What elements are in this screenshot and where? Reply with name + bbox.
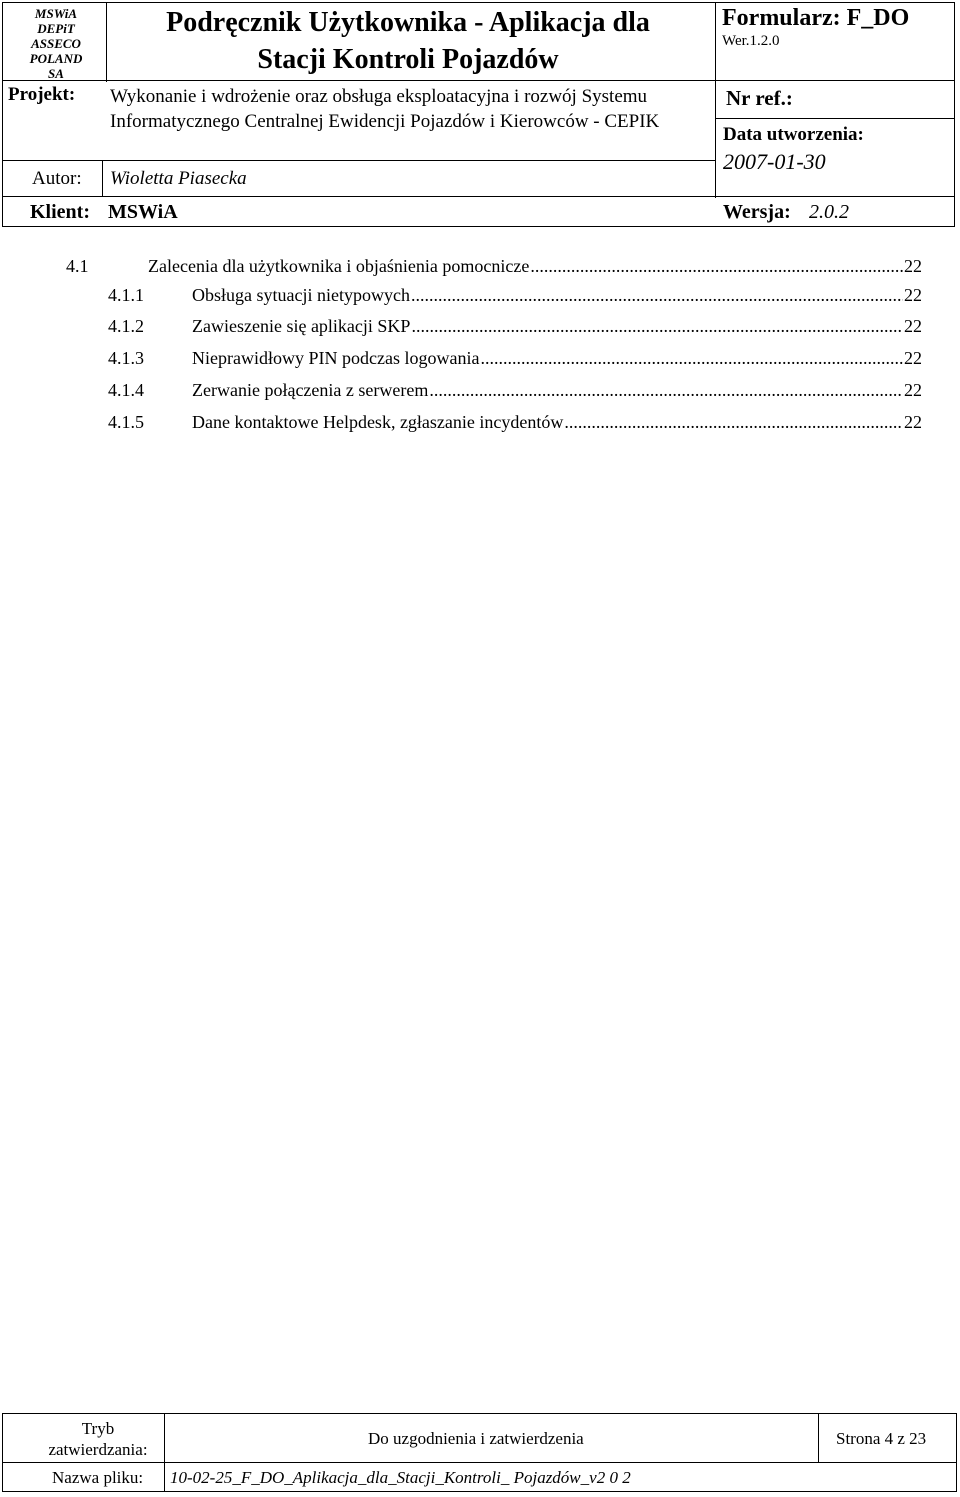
creation-date-label: Data utworzenia: — [723, 124, 864, 145]
header-divider — [106, 2, 107, 82]
author-label: Autor: — [32, 168, 82, 189]
toc-entry[interactable] — [108, 348, 922, 378]
header-divider — [715, 2, 716, 198]
header-rule — [2, 160, 715, 161]
header-rule — [2, 80, 955, 81]
toc-leader-dots — [480, 348, 903, 369]
logo-text: POLAND — [29, 51, 83, 66]
author-value: Wioletta Piasecka — [110, 168, 247, 189]
toc-entry[interactable] — [108, 285, 922, 315]
approval-status: Do uzgodnienia i zatwierdzenia — [368, 1429, 584, 1448]
footer-rule — [2, 1462, 957, 1463]
toc-entry-number: 4.1.2 — [108, 316, 144, 336]
form-version: Wer.1.2.0 — [722, 33, 780, 49]
creation-date-value: 2007-01-30 — [723, 149, 826, 174]
toc-leader-dots — [564, 412, 903, 433]
toc-entry[interactable] — [108, 316, 922, 346]
toc-entry-number: 4.1 — [66, 256, 89, 276]
file-name-label: Nazwa pliku: — [52, 1468, 144, 1487]
toc-entry-title: Zawieszenie się aplikacji SKP — [192, 316, 411, 336]
toc-entry-title: Zalecenia dla użytkownika i objaśnienia pomocnicze — [148, 256, 530, 276]
logo-text: MSWiA — [34, 6, 78, 21]
toc-entry-title: Zerwanie połączenia z serwerem — [192, 380, 429, 400]
header-divider — [102, 160, 103, 197]
form-code: Formularz: F_DO — [722, 5, 910, 31]
reference-label: Nr ref.: — [726, 86, 793, 110]
toc-leader-dots — [530, 256, 903, 277]
footer-divider — [164, 1413, 165, 1492]
toc-entry-title: Nieprawidłowy PIN podczas logowania — [192, 348, 480, 368]
project-label: Projekt: — [8, 84, 76, 105]
toc-entry-number: 4.1.5 — [108, 412, 144, 432]
document-footer — [0, 1410, 960, 1494]
document-header — [0, 0, 960, 229]
document-title-line: Stacji Kontroli Pojazdów — [257, 44, 559, 75]
toc-leader-dots — [411, 285, 903, 306]
toc-entry-number: 4.1.4 — [108, 380, 144, 400]
toc-leader-dots — [411, 316, 903, 337]
version-value: 2.0.2 — [809, 201, 849, 223]
toc-entry-page: 22 — [904, 285, 922, 305]
toc-entry[interactable] — [66, 256, 922, 286]
document-title-line: Podręcznik Użytkownika - Aplikacja dla — [166, 7, 650, 38]
toc-entry-page: 22 — [904, 316, 922, 336]
organization-logo — [6, 6, 106, 81]
file-name-value: 10-02-25_F_DO_Aplikacja_dla_Stacji_Kontroli_ Pojazdów_v2 0 2 — [170, 1468, 631, 1487]
client-label: Klient: — [30, 201, 90, 223]
client-value: MSWiA — [108, 201, 178, 223]
toc-entry-number: 4.1.3 — [108, 348, 144, 368]
toc-leader-dots — [429, 380, 903, 401]
logo-text: DEPiT — [37, 21, 75, 36]
toc-entry-page: 22 — [904, 380, 922, 400]
toc-entry-page: 22 — [904, 348, 922, 368]
toc-entry[interactable] — [108, 412, 922, 442]
footer-divider — [818, 1413, 819, 1463]
document-title — [112, 4, 704, 78]
logo-text: ASSECO — [31, 36, 81, 51]
header-rule — [715, 118, 955, 119]
approval-mode-label: Tryb zatwierdzania: — [48, 1419, 148, 1459]
logo-text: SA — [48, 66, 64, 81]
toc-entry-page: 22 — [904, 256, 922, 276]
toc-entry-number: 4.1.1 — [108, 285, 144, 305]
page-number: Strona 4 z 23 — [836, 1429, 927, 1448]
toc-entry-title: Obsługa sytuacji nietypowych — [192, 285, 410, 305]
project-description: Wykonanie i wdrożenie oraz obsługa eksploatacyjna i rozwój Systemu Informatycznego Centralnej Ewidencji Pojazdów i Kierowców - CEPIK — [110, 86, 660, 132]
version-label: Wersja: — [723, 201, 791, 223]
toc-entry-page: 22 — [904, 412, 922, 432]
header-rule — [2, 196, 955, 197]
toc-entry-title: Dane kontaktowe Helpdesk, zgłaszanie incydentów — [192, 412, 564, 432]
toc-entry[interactable] — [108, 380, 922, 410]
